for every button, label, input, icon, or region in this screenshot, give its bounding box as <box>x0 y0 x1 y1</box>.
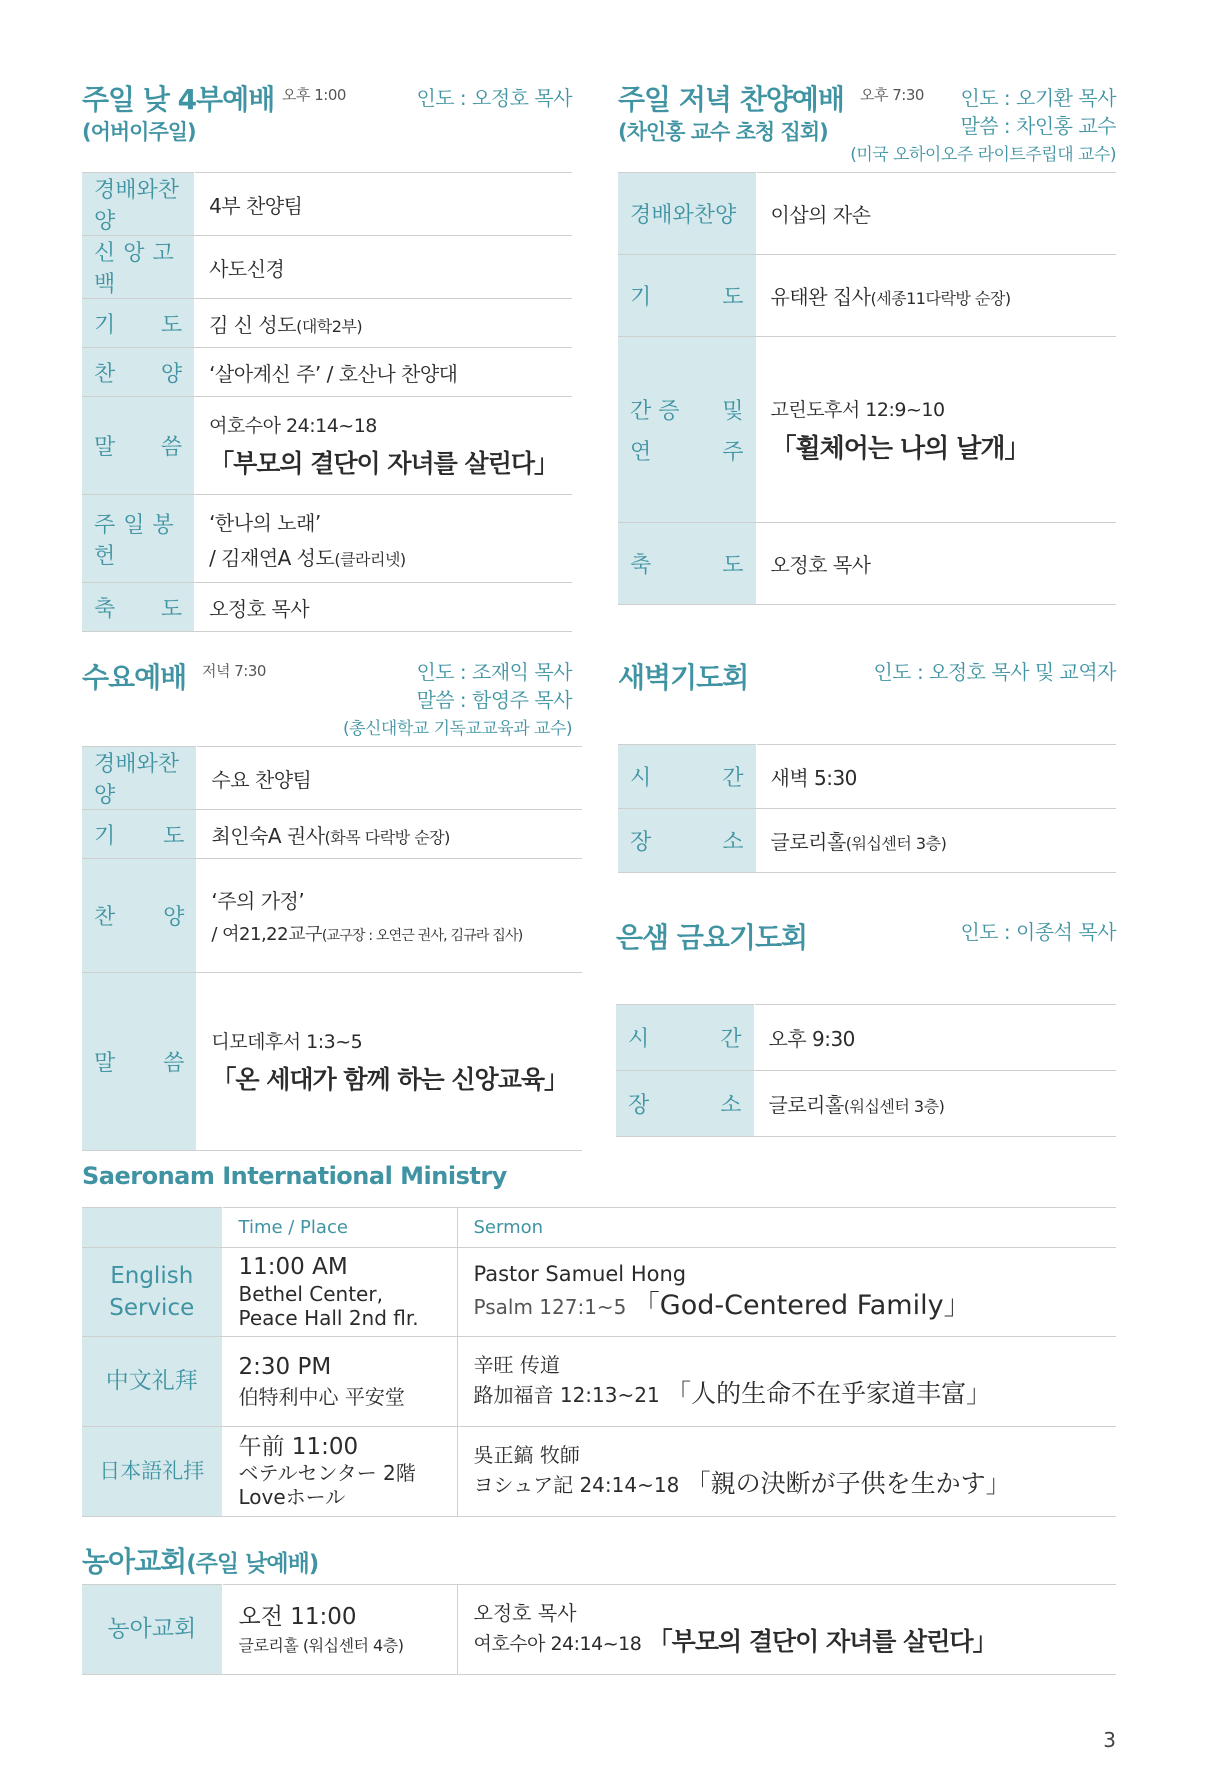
row-value: 오정호 목사 <box>770 553 871 577</box>
table-row <box>82 1337 1116 1427</box>
wednesday-title: 수요예배 <box>82 661 187 694</box>
table-row <box>82 173 572 236</box>
row-label: 시 간 <box>630 766 744 791</box>
sunday-evening-title: 주일 저녁 찬양예배 <box>618 83 844 116</box>
wednesday-speaker-note: (총신대학교 기독교교육과 교수) <box>342 719 572 739</box>
row-label: 말 씀 <box>94 435 183 460</box>
service-place-2: Loveホール <box>238 1485 346 1510</box>
row-label: 시 간 <box>628 1027 742 1052</box>
sunday-evening-speaker-note: (미국 오하이오주 라이트주립대 교수) <box>850 145 1116 165</box>
table-row <box>82 1248 1116 1337</box>
sunday4-section <box>82 78 572 622</box>
page-number: 3 <box>1103 1728 1116 1752</box>
row-value: ‘살아계신 주’ / 호산나 찬양대 <box>209 361 458 386</box>
row-value: 오정호 목사 <box>209 596 310 621</box>
row-note: (화목 다락방 순장) <box>324 827 450 847</box>
service-label: 농아교회 <box>107 1616 197 1643</box>
row-value-2: / 김재연A 성도 <box>209 545 335 570</box>
row-value: 4부 찬양팀 <box>209 193 303 218</box>
table-row <box>616 1005 1116 1071</box>
table-row <box>618 809 1116 873</box>
service-time: 오전 11:00 <box>238 1604 357 1631</box>
row-value: 최인숙A 권사 <box>211 823 325 848</box>
header-time-place: Time / Place <box>238 1216 348 1238</box>
deaf-title: 농아교회 <box>82 1545 187 1578</box>
friday-section <box>616 910 1116 1140</box>
table-row <box>82 973 582 1151</box>
table-row <box>618 337 1116 523</box>
row-value: 수요 찬양팀 <box>211 767 312 792</box>
row-label: 기 도 <box>630 285 744 310</box>
wednesday-program-table <box>82 746 582 1151</box>
sunday4-lead: 인도 : 오정호 목사 <box>416 86 572 110</box>
scripture-ref: 디모데후서 1:3~5 <box>211 1031 363 1053</box>
preacher: 吳正鎬 牧師 <box>473 1443 580 1468</box>
deaf-table <box>82 1584 1116 1675</box>
table-row <box>82 348 572 397</box>
row-value: ‘주의 가정’ <box>211 889 305 913</box>
deaf-subtitle: (주일 낮예배) <box>186 1551 319 1577</box>
service-place: 글로리홀 (워십센터 4층) <box>238 1635 404 1655</box>
service-time: 午前 11:00 <box>238 1433 359 1460</box>
table-row <box>82 1427 1116 1517</box>
row-value: 이삽의 자손 <box>770 203 871 227</box>
row-value: 오후 9:30 <box>768 1027 855 1051</box>
friday-title: 은샘 금요기도회 <box>616 921 808 954</box>
sunday4-title: 주일 낮 4부예배 <box>82 83 275 116</box>
sunday-evening-subtitle: (차인홍 교수 초청 집회) <box>618 120 828 144</box>
sermon-title: 「God-Centered Family」 <box>632 1290 971 1322</box>
row-label: 기 도 <box>94 312 183 338</box>
row-note: (클라리넷) <box>334 549 406 569</box>
scripture-ref: 路加福音 12:13~21 <box>473 1383 660 1408</box>
sermon-title: 「부모의 결단이 자녀를 살린다」 <box>209 449 558 478</box>
sunday4-subtitle: (어버이주일) <box>82 120 196 144</box>
row-label: 찬 양 <box>94 361 183 387</box>
row-value: 글로리홀 <box>770 830 846 854</box>
table-row <box>616 1071 1116 1137</box>
deaf-heading <box>82 1540 582 1580</box>
scripture-ref: 여호수아 24:14~18 <box>209 415 377 437</box>
service-time: 11:00 AM <box>238 1254 348 1281</box>
scripture-ref: ヨシュア記 24:14~18 <box>473 1473 680 1498</box>
sunday4-time: 오후 1:00 <box>282 86 346 104</box>
table-row <box>82 495 572 583</box>
row-label: 말 씀 <box>94 1051 185 1076</box>
service-label: 日本語礼拝 <box>99 1459 205 1484</box>
wednesday-section <box>82 650 582 1140</box>
service-label-2: Service <box>109 1295 195 1321</box>
row-label: 축 도 <box>630 553 744 578</box>
table-row <box>618 745 1116 809</box>
table-row <box>82 299 572 348</box>
sermon-title: 「人的生命不在乎家道丰富」 <box>666 1379 992 1409</box>
row-label: 장 소 <box>628 1093 742 1118</box>
sermon-title: 「온 세대가 함께 하는 신앙교육」 <box>211 1065 568 1094</box>
scripture-ref: Psalm 127:1~5 <box>473 1295 627 1320</box>
friday-program-table <box>616 1004 1116 1137</box>
sermon-title: 「부모의 결단이 자녀를 살린다」 <box>647 1627 997 1657</box>
intl-table <box>82 1207 1116 1517</box>
row-value: 새벽 5:30 <box>770 766 857 790</box>
table-row <box>82 583 572 632</box>
sunday-evening-section <box>618 78 1116 608</box>
row-note: (워십센터 3층) <box>845 834 947 853</box>
row-note: (워십센터 3층) <box>843 1097 945 1116</box>
row-label: 신앙고백 <box>94 241 182 297</box>
row-note: (대학2부) <box>296 316 363 336</box>
friday-lead: 인도 : 이종석 목사 <box>960 920 1116 944</box>
wednesday-lead: 인도 : 조재익 목사 <box>416 660 572 684</box>
sermon-title: 「휠체어는 나의 날개」 <box>770 433 1030 464</box>
table-row <box>618 523 1116 605</box>
sunday-evening-time: 오후 7:30 <box>860 86 924 104</box>
preacher: 오정호 목사 <box>473 1601 577 1626</box>
row-label: 경배와찬양 <box>94 752 180 808</box>
wednesday-speaker: 말씀 : 함영주 목사 <box>416 688 572 712</box>
intl-title: Saeronam International Ministry <box>82 1162 507 1190</box>
header-sermon: Sermon <box>473 1216 544 1238</box>
row-label: 경배와찬양 <box>94 178 180 234</box>
service-place: ベテルセンター 2階 <box>238 1461 416 1486</box>
row-label: 주일봉헌 <box>94 512 182 569</box>
row-label: 기 도 <box>94 823 185 849</box>
row-value: 유태완 집사 <box>770 285 871 309</box>
dawn-lead: 인도 : 오정호 목사 및 교역자 <box>873 660 1116 684</box>
service-label: 中文礼拜 <box>105 1368 198 1395</box>
dawn-title: 새벽기도회 <box>618 661 749 694</box>
row-label: 축 도 <box>94 596 183 622</box>
preacher: 辛旺 传道 <box>473 1353 560 1378</box>
row-value: 글로리홀 <box>768 1093 844 1117</box>
service-place: 伯特利中心 平安堂 <box>238 1385 405 1410</box>
row-value-2: / 여21,22교구 <box>211 924 322 945</box>
table-row <box>82 747 582 810</box>
table-row <box>82 1585 1116 1675</box>
table-row <box>82 397 572 495</box>
table-row <box>618 255 1116 337</box>
scripture-ref: 고린도후서 12:9~10 <box>770 398 945 421</box>
sunday-evening-program-table <box>618 172 1116 605</box>
table-row <box>618 173 1116 255</box>
row-value: 김 신 성도 <box>209 312 297 337</box>
sunday-evening-lead: 인도 : 오기환 목사 <box>960 86 1116 110</box>
preacher: Pastor Samuel Hong <box>473 1261 687 1286</box>
row-value: ‘한나의 노래’ <box>209 510 321 535</box>
table-header-row <box>82 1208 1116 1248</box>
dawn-program-table <box>618 744 1116 873</box>
row-label: 간 증 및 연 주 <box>630 398 744 465</box>
table-row <box>82 859 582 973</box>
row-note: (세종11다락방 순장) <box>870 289 1011 308</box>
sermon-title: 「親の決断が子供を生かす」 <box>685 1469 1011 1499</box>
scripture-ref: 여호수아 24:14~18 <box>473 1633 642 1656</box>
service-place-2: Peace Hall 2nd flr. <box>238 1305 419 1330</box>
sunday-evening-speaker: 말씀 : 차인홍 교수 <box>960 114 1116 138</box>
service-label: English <box>110 1262 194 1289</box>
sunday4-program-table <box>82 172 572 632</box>
service-time: 2:30 PM <box>238 1353 332 1380</box>
row-label: 경배와찬양 <box>630 203 737 228</box>
service-place: Bethel Center, <box>238 1281 383 1306</box>
wednesday-time: 저녁 7:30 <box>202 662 266 680</box>
row-value: 사도신경 <box>209 256 285 281</box>
row-label: 장 소 <box>630 830 744 855</box>
row-label: 찬 양 <box>94 905 185 930</box>
dawn-section <box>618 650 1116 880</box>
table-row <box>82 810 582 859</box>
row-note: (교구장 : 오연근 권사, 김규라 집사) <box>321 928 523 944</box>
table-row <box>82 236 572 299</box>
